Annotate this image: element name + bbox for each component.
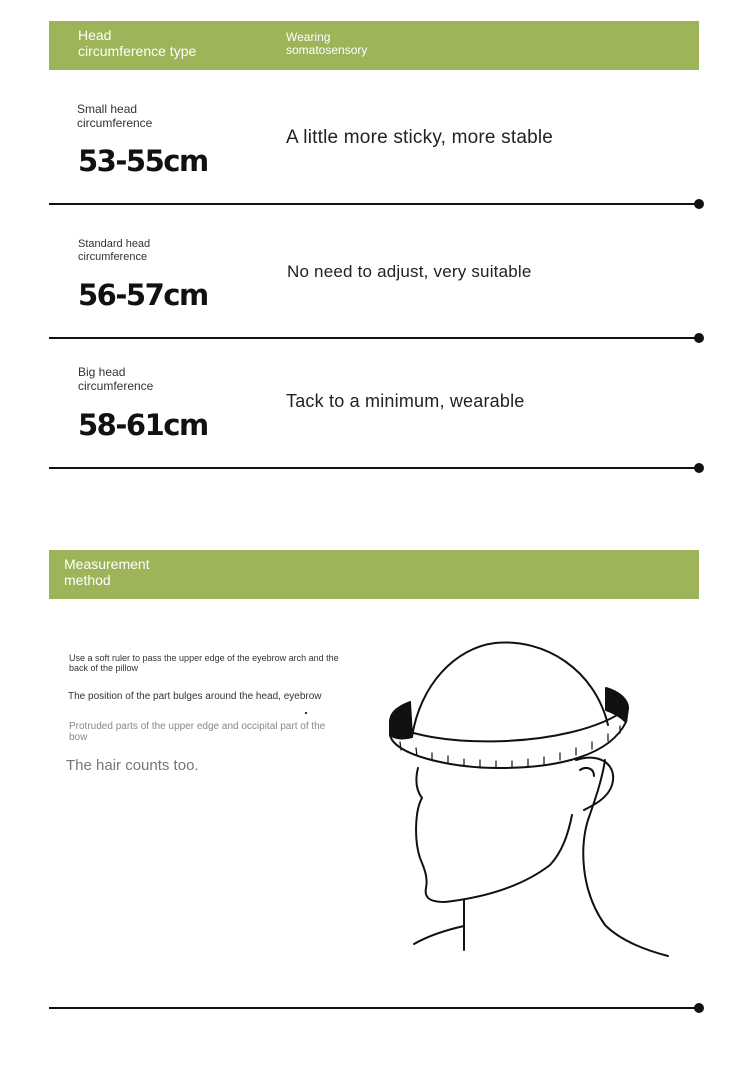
head-measuring-tape-illustration xyxy=(380,630,680,970)
row-divider-3 xyxy=(49,467,699,469)
bottom-divider xyxy=(49,1007,699,1009)
size-table-header xyxy=(49,21,699,70)
divider-dot xyxy=(694,199,704,209)
row-standard-type-label: Standard head circumference xyxy=(78,238,151,263)
row-small-type-label: Small head circumference xyxy=(77,102,153,130)
row-small-feel: A little more sticky, more stable xyxy=(286,127,554,148)
row-standard-range: 56-57cm xyxy=(78,278,208,312)
divider-dot xyxy=(694,333,704,343)
header-col-wearing: Wearing somatosensory xyxy=(286,30,368,58)
row-big-range: 58-61cm xyxy=(78,408,208,442)
header-col-head-type: Head circumference type xyxy=(78,27,197,59)
row-big-type-label: Big head circumference xyxy=(78,365,154,393)
divider-dot xyxy=(694,1003,704,1013)
measurement-step-1: Use a soft ruler to pass the upper edge of the eyebrow arch and the back of the pillow xyxy=(69,653,339,673)
divider-dot xyxy=(694,463,704,473)
row-big-feel: Tack to a minimum, wearable xyxy=(286,391,525,411)
row-small-range: 53-55cm xyxy=(78,144,208,178)
row-standard-feel: No need to adjust, very suitable xyxy=(287,262,532,281)
decorative-dot xyxy=(305,712,307,714)
measurement-step-2: The position of the part bulges around the head, eyebrow xyxy=(68,691,322,702)
measurement-step-4: The hair counts too. xyxy=(66,757,199,774)
row-divider-1 xyxy=(49,203,699,205)
measurement-title: Measurement method xyxy=(64,556,150,588)
measurement-header xyxy=(49,550,699,599)
measurement-step-3: Protruded parts of the upper edge and occipital part of the bow xyxy=(69,721,326,743)
row-divider-2 xyxy=(49,337,699,339)
